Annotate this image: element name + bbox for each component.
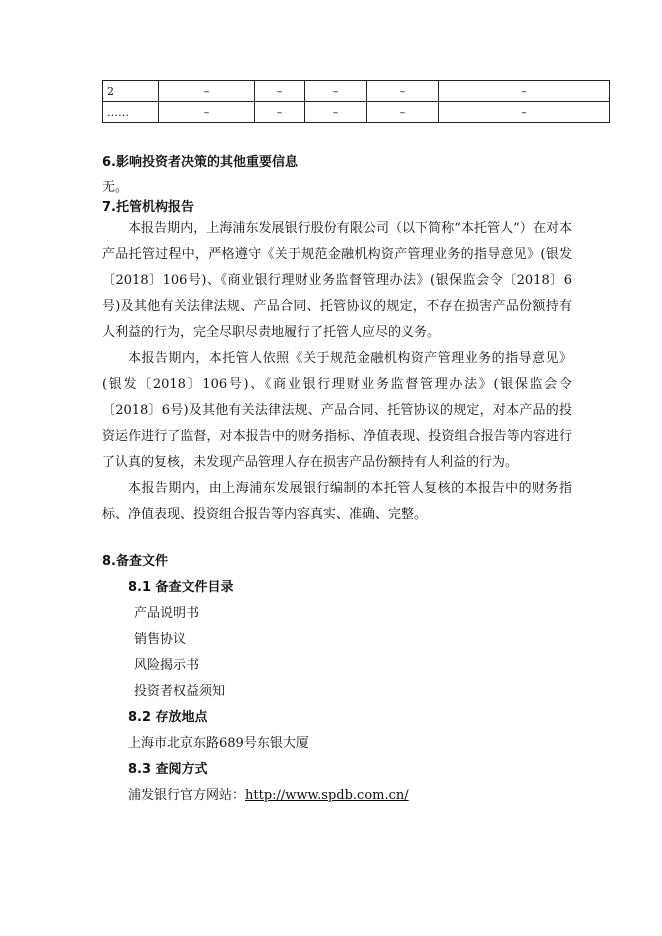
table-row bbox=[103, 81, 610, 102]
section-6-heading: 6.影响投资者决策的其他重要信息 bbox=[102, 155, 298, 170]
table-cell: – bbox=[305, 102, 367, 123]
section-8-1-heading: 8.1 备查文件目录 bbox=[128, 580, 234, 595]
section-7-heading: 7.托管机构报告 bbox=[102, 200, 194, 215]
table-cell: – bbox=[159, 81, 255, 102]
section-6-body: 无。 bbox=[102, 180, 129, 195]
storage-address: 上海市北京东路689号东银大厦 bbox=[128, 736, 309, 751]
table-cell: 2 bbox=[103, 81, 159, 102]
summary-table bbox=[102, 80, 610, 123]
website-line bbox=[128, 784, 409, 803]
doc-list-item: 投资者权益须知 bbox=[134, 684, 226, 699]
table-cell: – bbox=[255, 81, 305, 102]
custodian-paragraph-1: 本报告期内，上海浦东发展银行股份有限公司（以下简称“本托管人”）在对本产品托管过程中，严格遵守《关于规范金融机构资产管理业务的指导意见》(银发〔2018〕106号)、《商业银行理财业务监督管理办法》(银保监会令〔2018〕6号)及其他有关法律法规、产品合同、托管协议的规定，不存在损害产品份额持有人利益的行为，完全尽职尽责地履行了托管人应尽的义务。 bbox=[102, 221, 572, 340]
table-cell: – bbox=[255, 102, 305, 123]
website-label: 浦发银行官方网站： bbox=[128, 788, 246, 803]
doc-list-item: 风险揭示书 bbox=[134, 658, 200, 673]
table-cell: – bbox=[367, 102, 439, 123]
table-cell: – bbox=[439, 81, 610, 102]
table-cell: – bbox=[367, 81, 439, 102]
custodian-paragraph-3: 本报告期内，由上海浦东发展银行编制的本托管人复核的本报告中的财务指标、净值表现、投资组合报告等内容真实、准确、完整。 bbox=[102, 481, 572, 522]
website-link[interactable]: http://www.spdb.com.cn/ bbox=[245, 788, 409, 803]
table-cell: …… bbox=[103, 102, 159, 123]
section-8-heading: 8.备查文件 bbox=[102, 554, 168, 569]
table-cell: – bbox=[305, 81, 367, 102]
section-8-3-heading: 8.3 查阅方式 bbox=[128, 762, 208, 777]
doc-list-item: 销售协议 bbox=[134, 632, 187, 647]
table-cell: – bbox=[159, 102, 255, 123]
custodian-paragraph-2: 本报告期内，本托管人依照《关于规范金融机构资产管理业务的指导意见》(银发〔2018〕106号)、《商业银行理财业务监督管理办法》(银保监会令〔2018〕6号)及其他有关法律法规、产品合同、托管协议的规定，对本产品的投资运作进行了监督，对本报告中的财务指标、净值表现、投资组合报告等内容进行了认真的复核，未发现产品管理人存在损害产品份额持有人利益的行为。 bbox=[102, 351, 572, 470]
table-cell: – bbox=[439, 102, 610, 123]
doc-list-item: 产品说明书 bbox=[134, 606, 200, 621]
table-row bbox=[103, 102, 610, 123]
section-8-2-heading: 8.2 存放地点 bbox=[128, 710, 208, 725]
